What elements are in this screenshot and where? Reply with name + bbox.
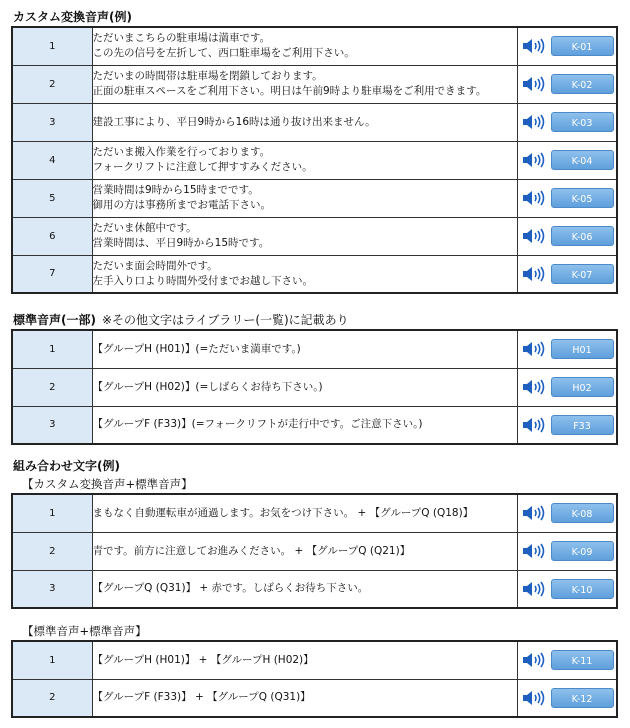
message-text bbox=[92, 255, 517, 293]
speaker-icon[interactable] bbox=[522, 416, 546, 434]
play-code-button[interactable]: K-03 bbox=[551, 112, 614, 132]
message-text bbox=[92, 679, 517, 717]
message-line: ただいま搬入作業を行っております。 bbox=[92, 146, 271, 158]
message-line: 【グループH (H01)】 + 【グループH (H02)】 bbox=[92, 653, 314, 666]
row-number: 2 bbox=[12, 65, 92, 103]
row-number: 6 bbox=[12, 217, 92, 255]
row-number: 1 bbox=[12, 494, 92, 532]
message-line: 【グループF (F33)】(=フォークリフトが走行中です。ご注意下さい。) bbox=[92, 418, 423, 431]
play-controls bbox=[518, 650, 617, 670]
standard-title-text: 標準音声(一部) bbox=[13, 313, 96, 327]
row-number: 3 bbox=[12, 570, 92, 608]
combo-standard-standard-table bbox=[11, 640, 618, 718]
message-text bbox=[92, 330, 517, 368]
speaker-icon[interactable] bbox=[522, 151, 546, 169]
play-cell bbox=[517, 368, 617, 406]
play-code-button[interactable]: K-02 bbox=[551, 74, 614, 94]
play-cell bbox=[517, 255, 617, 293]
message-line: ただいまの時間帯は駐車場を閉鎖しております。 bbox=[92, 70, 323, 82]
row-number: 1 bbox=[12, 330, 92, 368]
play-cell bbox=[517, 641, 617, 679]
row-number: 5 bbox=[12, 179, 92, 217]
message-line: 営業時間は9時から15時までです。 bbox=[92, 184, 259, 196]
message-text bbox=[92, 641, 517, 679]
play-cell bbox=[517, 103, 617, 141]
row-number: 1 bbox=[12, 641, 92, 679]
play-cell bbox=[517, 532, 617, 570]
play-controls bbox=[518, 579, 617, 599]
table-row bbox=[12, 679, 617, 717]
speaker-icon[interactable] bbox=[522, 113, 546, 131]
message-line: 【グループQ (Q31)】 + 赤です。しばらくお待ち下さい。 bbox=[92, 582, 369, 595]
row-number: 2 bbox=[12, 532, 92, 570]
play-code-button[interactable]: K-01 bbox=[551, 36, 614, 56]
play-code-button[interactable]: H02 bbox=[551, 377, 614, 397]
play-controls bbox=[518, 188, 617, 208]
message-line: 【グループH (H02)】(=しばらくお待ち下さい。) bbox=[92, 380, 323, 393]
message-line: ただいま面会時間外です。 bbox=[92, 259, 218, 272]
message-text bbox=[92, 65, 517, 103]
message-line: 左手入り口より時間外受付までお越し下さい。 bbox=[92, 274, 313, 287]
message-line: フォークリフトに注意して押すすみください。 bbox=[92, 161, 313, 173]
table-row bbox=[12, 532, 617, 570]
play-code-button[interactable]: K-12 bbox=[551, 688, 614, 708]
play-cell bbox=[517, 494, 617, 532]
subsection-title-custom-standard: 【カスタム変換音声+標準音声】 bbox=[22, 477, 193, 491]
row-number: 2 bbox=[12, 679, 92, 717]
play-controls bbox=[518, 415, 617, 435]
speaker-icon[interactable] bbox=[522, 340, 546, 358]
message-line: 【グループH (H01)】(=ただいま満車です。) bbox=[92, 342, 301, 355]
table-row bbox=[12, 141, 617, 179]
play-code-button[interactable]: K-10 bbox=[551, 579, 614, 599]
row-number: 7 bbox=[12, 255, 92, 293]
play-controls bbox=[518, 36, 617, 56]
message-text bbox=[92, 494, 517, 532]
play-controls bbox=[518, 377, 617, 397]
message-line: 【グループF (F33)】 + 【グループQ (Q31)】 bbox=[92, 691, 311, 704]
section-title-combo: 組み合わせ文字(例) bbox=[13, 459, 120, 473]
play-cell bbox=[517, 330, 617, 368]
table-row bbox=[12, 570, 617, 608]
message-text bbox=[92, 141, 517, 179]
table-row bbox=[12, 217, 617, 255]
table-row bbox=[12, 65, 617, 103]
play-controls bbox=[518, 264, 617, 284]
play-cell bbox=[517, 679, 617, 717]
table-body bbox=[12, 494, 617, 608]
table-row bbox=[12, 179, 617, 217]
message-line: 御用の方は事務所までお電話下さい。 bbox=[92, 199, 271, 211]
play-cell bbox=[517, 217, 617, 255]
message-line: ただいまこちらの駐車場は満車です。 bbox=[92, 32, 271, 45]
section-title-custom: カスタム変換音声(例) bbox=[13, 10, 132, 24]
message-text bbox=[92, 27, 517, 65]
message-line: まもなく自動運転車が通過します。お気をつけ下さい。 + 【グループQ (Q18)】 bbox=[92, 506, 474, 519]
table-row bbox=[12, 368, 617, 406]
play-code-button[interactable]: H01 bbox=[551, 339, 614, 359]
play-cell bbox=[517, 406, 617, 444]
play-cell bbox=[517, 179, 617, 217]
speaker-icon[interactable] bbox=[522, 227, 546, 245]
speaker-icon[interactable] bbox=[522, 265, 546, 283]
play-controls bbox=[518, 541, 617, 561]
play-controls bbox=[518, 226, 617, 246]
message-line: 営業時間は、平日9時から15時です。 bbox=[92, 237, 270, 249]
table-row bbox=[12, 103, 617, 141]
row-number: 3 bbox=[12, 103, 92, 141]
play-cell bbox=[517, 27, 617, 65]
play-code-button[interactable]: K-05 bbox=[551, 188, 614, 208]
speaker-icon[interactable] bbox=[522, 689, 546, 707]
play-controls bbox=[518, 339, 617, 359]
table-body bbox=[12, 641, 617, 717]
play-cell bbox=[517, 141, 617, 179]
message-text bbox=[92, 179, 517, 217]
row-number: 3 bbox=[12, 406, 92, 444]
table-body bbox=[12, 330, 617, 444]
speaker-icon[interactable] bbox=[522, 504, 546, 522]
message-line: 青です。前方に注意してお進みください。 + 【グループQ (Q21)】 bbox=[92, 544, 411, 557]
section-title-standard bbox=[13, 313, 349, 327]
speaker-icon[interactable] bbox=[522, 542, 546, 560]
table-row bbox=[12, 406, 617, 444]
table-row bbox=[12, 255, 617, 293]
table-row bbox=[12, 641, 617, 679]
play-code-button[interactable]: K-04 bbox=[551, 150, 614, 170]
message-line: 建設工事により、平日9時から16時は通り抜け出来ません。 bbox=[92, 115, 376, 128]
library-note: ※その他文字はライブラリー(一覧)に記載あり bbox=[101, 313, 349, 327]
play-controls bbox=[518, 112, 617, 132]
message-text bbox=[92, 103, 517, 141]
message-text bbox=[92, 368, 517, 406]
play-cell bbox=[517, 570, 617, 608]
play-code-button[interactable]: K-09 bbox=[551, 541, 614, 561]
table-row bbox=[12, 27, 617, 65]
message-text bbox=[92, 532, 517, 570]
custom-voice-table bbox=[11, 26, 618, 294]
play-code-button[interactable]: K-11 bbox=[551, 650, 614, 670]
message-line: 正面の駐車スペースをご利用下さい。明日は午前9時より駐車場をご利用できます。 bbox=[92, 85, 487, 97]
play-code-button[interactable]: F33 bbox=[551, 415, 614, 435]
play-controls bbox=[518, 150, 617, 170]
play-controls bbox=[518, 688, 617, 708]
table-body bbox=[12, 27, 617, 293]
standard-voice-table bbox=[11, 329, 618, 445]
play-code-button[interactable]: K-08 bbox=[551, 503, 614, 523]
message-line: ただいま休館中です。 bbox=[92, 222, 197, 234]
play-code-button[interactable]: K-06 bbox=[551, 226, 614, 246]
play-controls bbox=[518, 74, 617, 94]
speaker-icon[interactable] bbox=[522, 189, 546, 207]
speaker-icon[interactable] bbox=[522, 651, 546, 669]
speaker-icon[interactable] bbox=[522, 580, 546, 598]
message-line: この先の信号を左折して、西口駐車場をご利用下さい。 bbox=[92, 47, 355, 60]
message-text bbox=[92, 570, 517, 608]
row-number: 2 bbox=[12, 368, 92, 406]
speaker-icon[interactable] bbox=[522, 37, 546, 55]
row-number: 1 bbox=[12, 27, 92, 65]
speaker-icon[interactable] bbox=[522, 75, 546, 93]
row-number: 4 bbox=[12, 141, 92, 179]
table-row bbox=[12, 494, 617, 532]
combo-custom-standard-table bbox=[11, 493, 618, 609]
play-cell bbox=[517, 65, 617, 103]
message-text bbox=[92, 406, 517, 444]
play-controls bbox=[518, 503, 617, 523]
speaker-icon[interactable] bbox=[522, 378, 546, 396]
play-code-button[interactable]: K-07 bbox=[551, 264, 614, 284]
table-row bbox=[12, 330, 617, 368]
subsection-title-standard-standard: 【標準音声+標準音声】 bbox=[22, 624, 147, 638]
message-text bbox=[92, 217, 517, 255]
